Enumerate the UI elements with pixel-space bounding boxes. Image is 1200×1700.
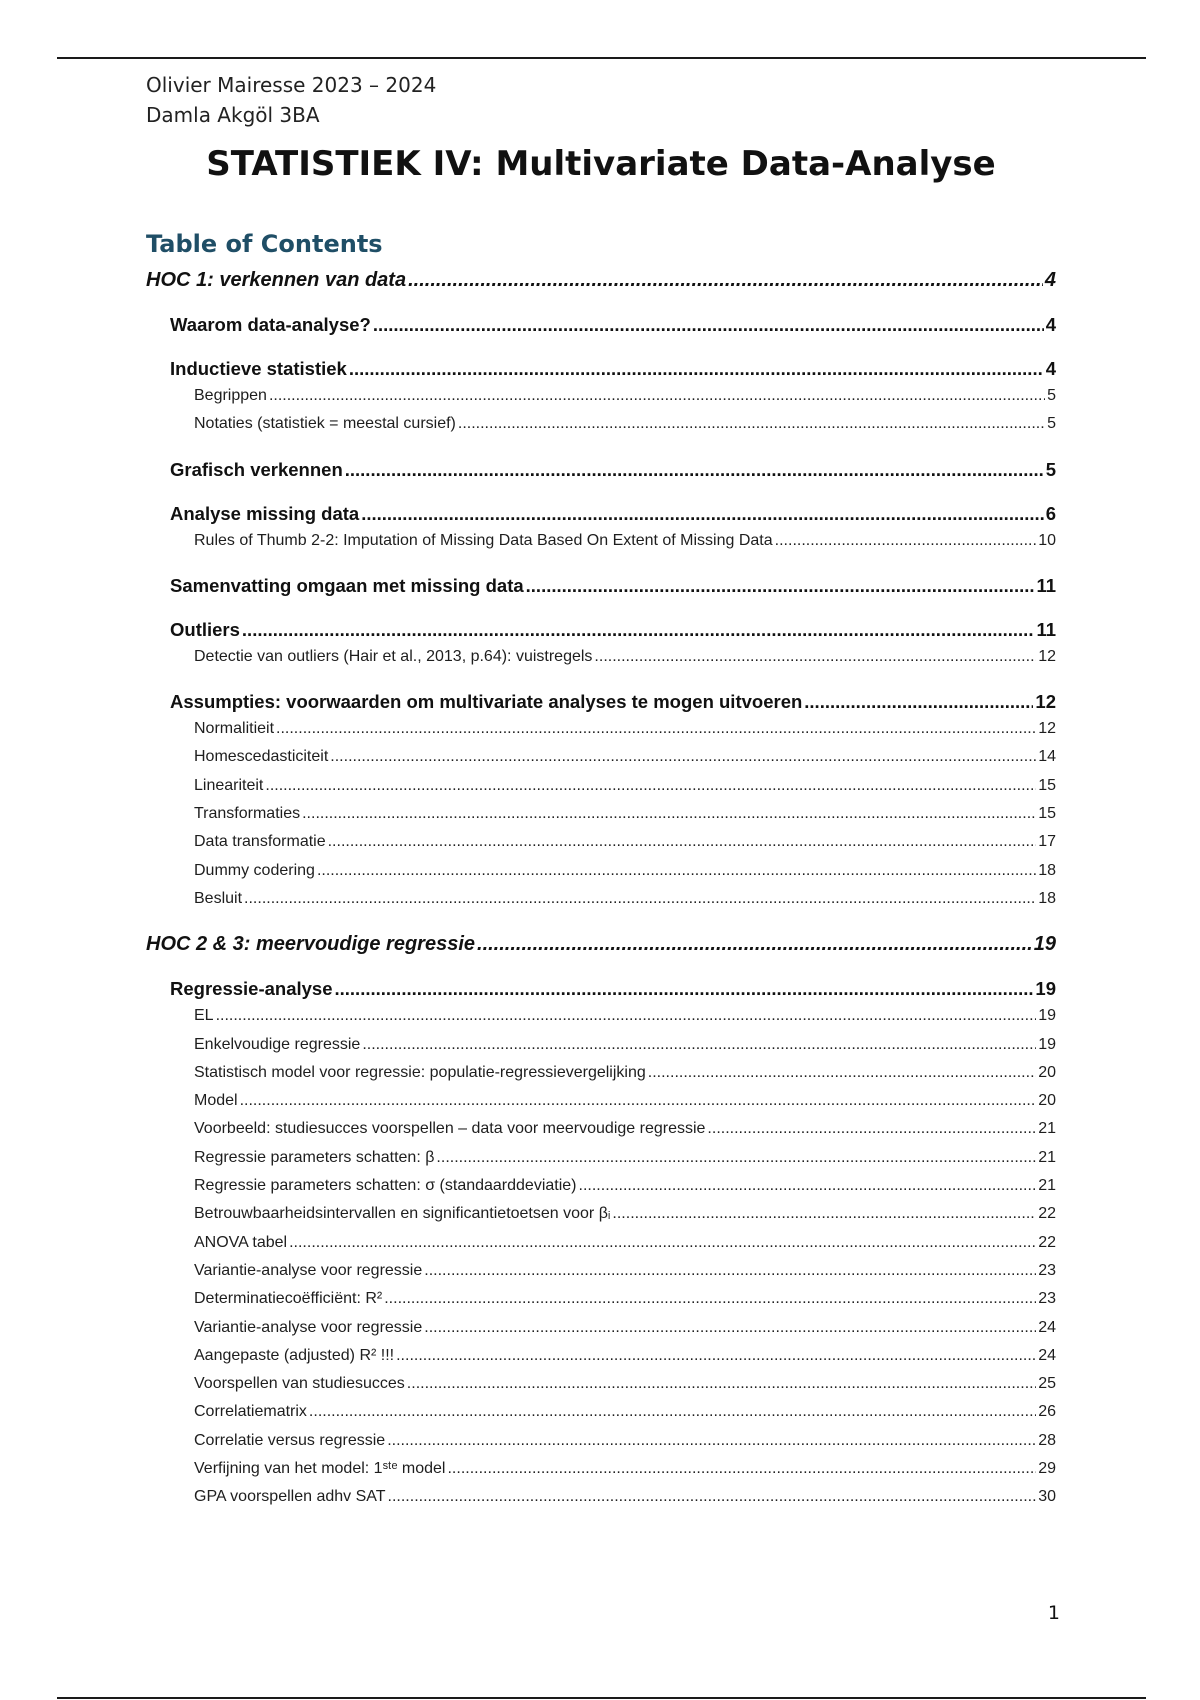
toc-entry-level-2[interactable] — [146, 975, 1056, 1002]
toc-entry-page: 4 — [1045, 358, 1056, 379]
toc-entry-level-3[interactable] — [146, 1370, 1056, 1398]
toc-entry-title: Enkelvoudige regressie — [194, 1035, 361, 1053]
toc-entry-title: Voorbeeld: studiesucces voorspellen – data voor meervoudige regressie — [194, 1120, 706, 1138]
toc-entry-page: 26 — [1038, 1403, 1056, 1421]
toc-entry-title: Voorspellen van studiesucces — [194, 1375, 405, 1393]
toc-entry-title: Notaties (statistiek = meestal cursief) — [194, 415, 456, 433]
toc-entry-level-2[interactable] — [146, 572, 1056, 599]
dot-leader — [265, 772, 1036, 800]
toc-entry-title: Dummy codering — [194, 861, 315, 879]
toc-entry-level-3[interactable] — [146, 1172, 1056, 1200]
toc-entry-page: 24 — [1038, 1346, 1056, 1364]
toc-entry-page: 5 — [1047, 387, 1056, 404]
toc-entry-title: Aangepaste (adjusted) R² !!! — [194, 1346, 395, 1364]
toc-entry-title: Correlatiematrix — [194, 1403, 307, 1421]
toc-entry-level-3[interactable] — [146, 1115, 1056, 1143]
toc-entry-title: Waarom data-analyse? — [170, 314, 371, 335]
toc-entry-page: 24 — [1038, 1318, 1056, 1336]
toc-entry-title: Regressie-analyse — [170, 978, 333, 1000]
dot-leader — [345, 456, 1044, 483]
toc-entry-title: Regressie parameters schatten: β — [194, 1148, 435, 1166]
toc-entry-title: Begrippen — [194, 387, 267, 404]
toc-entry-level-3[interactable] — [146, 772, 1056, 800]
toc-entry-level-3[interactable] — [146, 1455, 1056, 1483]
dot-leader — [424, 1314, 1036, 1342]
toc-entry-level-3[interactable] — [146, 743, 1056, 771]
toc-entry-title: Grafisch verkennen — [170, 458, 343, 480]
dot-leader — [276, 715, 1036, 743]
dot-leader — [289, 1229, 1036, 1257]
dot-leader — [387, 1427, 1036, 1455]
bottom-rule — [57, 1697, 1146, 1699]
toc-entry-page: 18 — [1038, 889, 1056, 907]
toc-entry-title: Lineariteit — [194, 776, 264, 794]
toc-entry-level-3[interactable] — [146, 1059, 1056, 1087]
toc-heading: Table of Contents — [146, 230, 383, 258]
toc-entry-title: Assumpties: voorwaarden om multivariate analyses te mogen uitvoeren — [170, 691, 803, 713]
toc-entry-level-3[interactable] — [146, 527, 1056, 555]
toc-entry-page: 19 — [1035, 978, 1056, 1000]
dot-leader — [240, 1087, 1037, 1115]
toc-entry-title: Detectie van outliers (Hair et al., 2013, p.64): vuistregels — [194, 647, 593, 665]
toc-entry-level-1[interactable] — [146, 266, 1056, 294]
toc-entry-page: 10 — [1038, 531, 1056, 549]
toc-entry-title: Correlatie versus regressie — [194, 1431, 386, 1449]
document-page — [146, 70, 1056, 1512]
toc-entry-page: 12 — [1035, 691, 1056, 713]
toc-entry-title: EL — [194, 1007, 214, 1025]
toc-entry-title: Normalitieit — [194, 720, 275, 738]
toc-entry-level-3[interactable] — [146, 1398, 1056, 1426]
dot-leader — [526, 572, 1035, 599]
toc-entry-page: 15 — [1038, 805, 1056, 823]
toc-entry-level-2[interactable] — [146, 311, 1056, 338]
dot-leader — [407, 1370, 1036, 1398]
toc-entry-level-3[interactable] — [146, 828, 1056, 856]
dot-leader — [373, 311, 1044, 338]
toc-entry-level-3[interactable] — [146, 1483, 1056, 1511]
toc-entry-level-2[interactable] — [146, 500, 1056, 527]
toc-entry-title: ANOVA tabel — [194, 1233, 288, 1251]
dot-leader — [477, 930, 1032, 958]
toc-entry-level-3[interactable] — [146, 382, 1056, 410]
toc-entry-page: 4 — [1045, 314, 1056, 335]
toc-entry-title: Statistisch model voor regressie: populatie-regressievergelijking — [194, 1063, 646, 1081]
toc-entry-level-3[interactable] — [146, 1002, 1056, 1030]
toc-entry-page: 11 — [1036, 618, 1056, 640]
toc-entry-page: 19 — [1038, 1035, 1056, 1053]
toc-entry-level-3[interactable] — [146, 1200, 1056, 1228]
dot-leader — [804, 688, 1033, 715]
top-rule — [57, 57, 1146, 59]
dot-leader — [707, 1115, 1036, 1143]
dot-leader — [384, 1285, 1036, 1313]
toc-entry-level-2[interactable] — [146, 355, 1056, 382]
toc-entry-title: Betrouwbaarheidsintervallen en significantietoetsen voor βᵢ — [194, 1205, 611, 1223]
toc-entry-page: 12 — [1038, 647, 1056, 665]
toc-entry-page: 17 — [1038, 833, 1056, 851]
toc-entry-title: GPA voorspellen adhv SAT — [194, 1488, 386, 1506]
toc-entry-title: HOC 2 & 3: meervoudige regressie — [146, 933, 476, 956]
toc-entry-title: Inductieve statistiek — [170, 358, 347, 379]
toc-entry-level-3[interactable] — [146, 1229, 1056, 1257]
toc-entry-level-3[interactable] — [146, 1342, 1056, 1370]
dot-leader — [594, 643, 1036, 671]
dot-leader — [396, 1342, 1036, 1370]
toc-entry-title: Verfijning van het model: 1ˢᵗᵉ model — [194, 1460, 446, 1478]
dot-leader — [349, 355, 1044, 382]
toc-entry-page: 28 — [1038, 1431, 1056, 1449]
toc-entry-page: 15 — [1038, 776, 1056, 794]
toc-entry-page: 21 — [1038, 1148, 1056, 1166]
toc-entry-level-3[interactable] — [146, 1087, 1056, 1115]
toc-entry-page: 4 — [1044, 269, 1056, 291]
dot-leader — [242, 616, 1035, 643]
toc-entry-page: 29 — [1038, 1460, 1056, 1478]
dot-leader — [330, 743, 1036, 771]
toc-entry-page: 19 — [1038, 1007, 1056, 1025]
toc-entry-page: 23 — [1038, 1290, 1056, 1308]
dot-leader — [317, 857, 1036, 885]
toc-entry-level-3[interactable] — [146, 857, 1056, 885]
toc-entry-level-2[interactable] — [146, 456, 1056, 483]
dot-leader — [408, 266, 1043, 294]
toc-entry-title: Variantie-analyse voor regressie — [194, 1318, 423, 1336]
toc-entry-level-3[interactable] — [146, 715, 1056, 743]
toc-entry-title: HOC 1: verkennen van data — [146, 269, 407, 291]
toc-entry-page: 22 — [1038, 1233, 1056, 1251]
dot-leader — [648, 1059, 1036, 1087]
toc-entry-page: 20 — [1038, 1092, 1056, 1110]
toc-entry-level-2[interactable] — [146, 616, 1056, 643]
toc-entry-title: Outliers — [170, 618, 240, 640]
toc-entry-level-3[interactable] — [146, 885, 1056, 913]
toc-entry-title: Samenvatting omgaan met missing data — [170, 574, 524, 596]
toc-entry-title: Variantie-analyse voor regressie — [194, 1261, 423, 1279]
toc-entry-level-3[interactable] — [146, 1031, 1056, 1059]
toc-entry-title: Data transformatie — [194, 833, 326, 851]
dot-leader — [436, 1144, 1036, 1172]
toc-entry-level-3[interactable] — [146, 410, 1056, 438]
toc-entry-page: 21 — [1038, 1120, 1056, 1138]
toc-entry-page: 18 — [1038, 861, 1056, 879]
dot-leader — [335, 975, 1034, 1002]
toc-entry-page: 5 — [1045, 458, 1056, 480]
dot-leader — [447, 1455, 1036, 1483]
toc-entry-title: Analyse missing data — [170, 502, 360, 524]
dot-leader — [244, 885, 1036, 913]
toc-entry-level-3[interactable] — [146, 1427, 1056, 1455]
toc-entry-page: 30 — [1038, 1488, 1056, 1506]
toc-entry-title: Model — [194, 1092, 238, 1110]
toc-entry-title: Rules of Thumb 2-2: Imputation of Missing Data Based On Extent of Missing Data — [194, 531, 773, 549]
toc-entry-page: 11 — [1036, 574, 1056, 596]
author-line: Olivier Mairesse 2023 – 2024 — [146, 73, 437, 97]
toc-entry-page: 20 — [1038, 1063, 1056, 1081]
toc-entry-page: 22 — [1038, 1205, 1056, 1223]
toc-entry-level-3[interactable] — [146, 800, 1056, 828]
dot-leader — [302, 800, 1036, 828]
toc-entry-title: Transformaties — [194, 805, 301, 823]
toc-entry-page: 25 — [1038, 1375, 1056, 1393]
toc-entry-level-3[interactable] — [146, 1144, 1056, 1172]
toc-entry-page: 19 — [1033, 933, 1056, 956]
toc-entry-level-1[interactable] — [146, 930, 1056, 958]
dot-leader — [328, 828, 1037, 856]
toc-entry-level-3[interactable] — [146, 1285, 1056, 1313]
toc-entry-page: 6 — [1045, 502, 1056, 524]
dot-leader — [269, 382, 1045, 410]
dot-leader — [612, 1200, 1036, 1228]
document-title: STATISTIEK IV: Multivariate Data-Analyse — [206, 144, 996, 184]
student-line: Damla Akgöl 3BA — [146, 103, 320, 127]
table-of-contents — [146, 266, 1056, 1512]
toc-entry-page: 23 — [1038, 1261, 1056, 1279]
toc-entry-page: 14 — [1038, 748, 1056, 766]
toc-entry-level-3[interactable] — [146, 1314, 1056, 1342]
dot-leader — [309, 1398, 1036, 1426]
toc-entry-page: 21 — [1038, 1177, 1056, 1195]
dot-leader — [775, 527, 1037, 555]
toc-entry-title: Regressie parameters schatten: σ (standaarddeviatie) — [194, 1177, 577, 1195]
toc-entry-title: Determinatiecoëfficiënt: R² — [194, 1290, 383, 1308]
toc-entry-page: 12 — [1038, 720, 1056, 738]
dot-leader — [362, 1031, 1036, 1059]
page-number: 1 — [1047, 1602, 1060, 1624]
toc-entry-title: Homescedasticiteit — [194, 748, 329, 766]
toc-entry-page: 5 — [1047, 415, 1056, 433]
dot-leader — [579, 1172, 1037, 1200]
dot-leader — [216, 1002, 1037, 1030]
toc-entry-level-3[interactable] — [146, 643, 1056, 671]
dot-leader — [424, 1257, 1036, 1285]
toc-entry-level-3[interactable] — [146, 1257, 1056, 1285]
toc-entry-title: Besluit — [194, 889, 243, 907]
toc-entry-level-2[interactable] — [146, 688, 1056, 715]
dot-leader — [388, 1483, 1037, 1511]
dot-leader — [361, 500, 1044, 527]
dot-leader — [458, 410, 1045, 438]
